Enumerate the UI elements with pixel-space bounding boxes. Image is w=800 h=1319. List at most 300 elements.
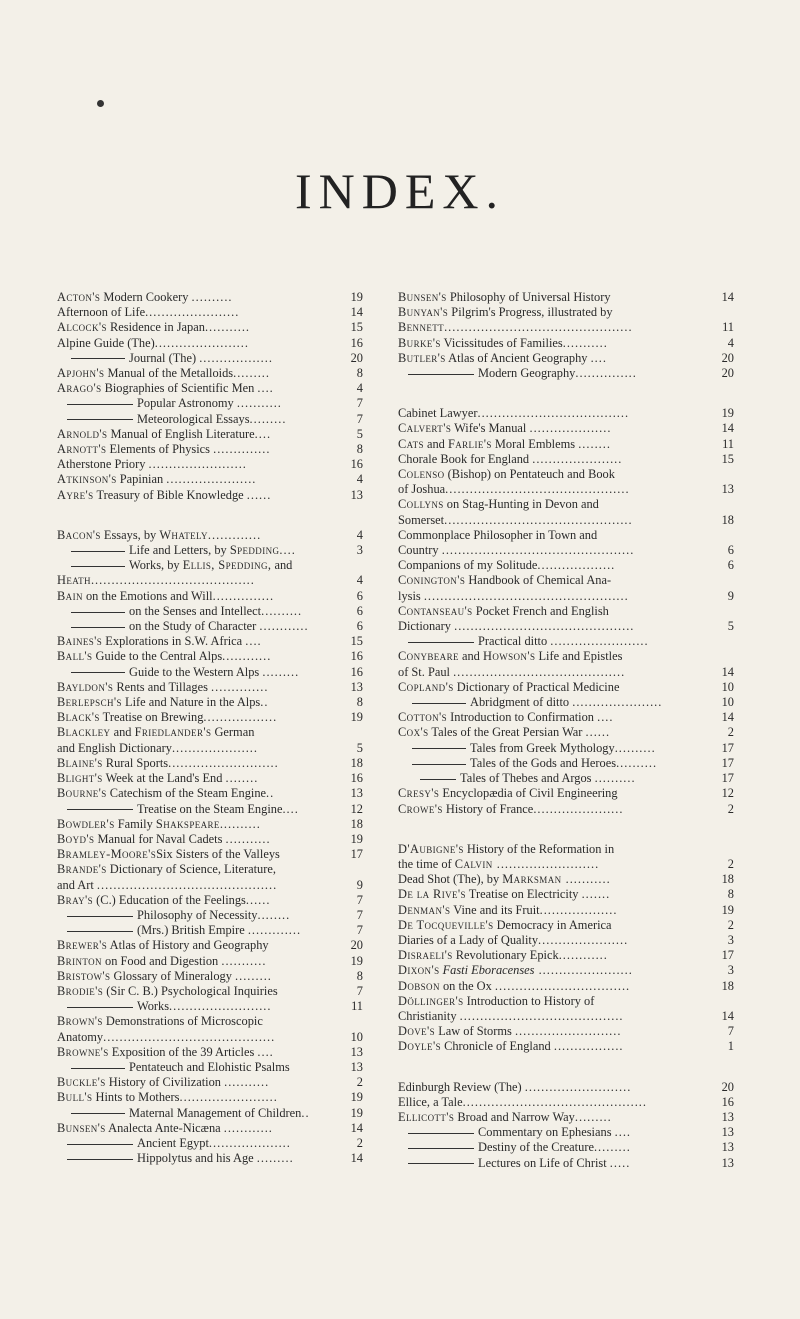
entry-title: Rents and Tillages [113, 679, 212, 694]
index-entry [57, 802, 363, 817]
entry-text [57, 472, 341, 487]
entry-title: Treasury of Bible Knowledge [93, 487, 247, 502]
entry-leader: ............. [207, 527, 262, 542]
entry-title: Biographies of Scientific Men [101, 381, 258, 396]
entry-author: Bunyan's [398, 305, 449, 320]
index-entry [57, 847, 363, 862]
entry-leader: ......... [593, 1140, 631, 1155]
index-entry [398, 1039, 734, 1054]
entry-leader: ............ [259, 619, 309, 634]
entry-page: 17 [721, 948, 734, 963]
entry-title: Residence in Japan [106, 320, 205, 335]
entry-title-tail: German [211, 725, 255, 740]
index-entry [57, 832, 363, 847]
index-entry [57, 954, 363, 969]
entry-author: Dobson [398, 978, 440, 993]
entry-title: Tales of Thebes and Argos [460, 771, 595, 786]
entry-text [57, 649, 341, 664]
entry-title: Rural Sports [102, 755, 169, 770]
index-entry [398, 1095, 734, 1110]
entry-text [57, 366, 341, 381]
entry-author: Buckle's [57, 1075, 106, 1090]
entry-page: 14 [721, 421, 734, 436]
entry-title: Destiny of the Creature [478, 1140, 594, 1155]
entry-leader: ..................................... [477, 406, 630, 421]
entry-page: 20 [350, 938, 363, 953]
entry-page: 4 [356, 527, 363, 542]
entry-title: Elements of Physics [106, 442, 214, 457]
entry-page: 17 [721, 755, 734, 770]
entry-text [398, 786, 712, 801]
entry-text [398, 1156, 712, 1171]
ditto-dash [412, 748, 466, 749]
entry-page: 20 [721, 350, 734, 365]
entry-page: 18 [721, 512, 734, 527]
entry-page: 13 [721, 1140, 734, 1155]
entry-text [57, 817, 341, 832]
entry-title: Edinburgh Review (The) [398, 1079, 525, 1094]
entry-author: Copland's [398, 679, 454, 694]
index-entry [57, 351, 363, 366]
entry-title: Practical ditto [478, 634, 551, 649]
entry-title: Introduction to History of [463, 993, 595, 1008]
entry-text [57, 290, 341, 305]
index-entry [398, 619, 734, 634]
entry-page: 17 [721, 771, 734, 786]
entry-author: Bramley-Moore's [57, 847, 157, 862]
entry-leader: .... [279, 543, 296, 558]
entry-text [57, 412, 341, 427]
entry-title: Broad and Narrow Way [454, 1109, 575, 1124]
index-entry [398, 320, 734, 335]
ditto-dash [408, 1148, 474, 1149]
entry-title: Family [114, 816, 156, 831]
entry-leader: ........ [257, 907, 291, 922]
entry-leader: ...... [246, 487, 272, 502]
entry-page: 14 [350, 1151, 363, 1166]
entry-author: Bowdler's [57, 816, 115, 831]
entry-text [57, 802, 341, 817]
entry-title: Chronicle of England [440, 1039, 554, 1054]
entry-leader: ....................... [145, 305, 240, 320]
entry-title: Glossary of Mineralogy [110, 968, 236, 983]
index-entry [57, 442, 363, 457]
entry-leader: ............ [223, 1120, 273, 1135]
entry-title: Ellice, a Tale [398, 1094, 463, 1109]
entry-page: 16 [350, 664, 363, 679]
entry-page: 14 [721, 290, 734, 304]
entry-text [57, 543, 341, 558]
ditto-dash [67, 419, 133, 420]
entry-page: 13 [721, 1109, 734, 1124]
entry-leader: .......... [261, 603, 303, 618]
ditto-dash [67, 931, 133, 932]
entry-leader: .......................... [524, 1079, 632, 1094]
entry-leader: .... [597, 710, 614, 725]
index-entry [398, 1110, 734, 1125]
entry-page: 18 [721, 872, 734, 887]
entry-page: 19 [350, 1105, 363, 1120]
entry-leader: ........... [221, 953, 267, 968]
entry-leader: ........................ [550, 634, 649, 649]
ditto-dash [408, 374, 474, 375]
index-entry [57, 472, 363, 487]
entry-author: Döllinger's [398, 993, 464, 1008]
entry-page: 11 [722, 320, 734, 335]
entry-page: 13 [350, 487, 363, 502]
index-entry [398, 366, 734, 381]
entry-text [57, 908, 341, 923]
entry-leader: .................... [208, 1135, 291, 1150]
entry-text [398, 634, 712, 649]
entry-title: (Bishop) on Pentateuch and Book [444, 467, 615, 482]
ditto-dash [71, 566, 125, 567]
entry-title: the time of [398, 856, 455, 871]
entry-author: Heath [57, 573, 91, 588]
index-entry [398, 887, 734, 902]
entry-text [57, 954, 341, 969]
index-entry [57, 710, 363, 725]
index-entry [398, 710, 734, 725]
entry-author: Dove's [398, 1024, 436, 1039]
index-entry [398, 756, 734, 771]
entry-text [57, 305, 341, 320]
entry-leader: ......... [235, 968, 272, 983]
entry-leader: ....................... [534, 963, 633, 978]
entry-text [57, 589, 341, 604]
index-group [398, 842, 734, 1055]
index-entry [57, 969, 363, 984]
entry-title-tail: and [271, 558, 293, 573]
entry-leader: ...................... [538, 932, 629, 947]
page-title: INDEX. [294, 162, 506, 219]
entry-text [398, 842, 712, 857]
entry-author: Bayldon's [57, 679, 114, 694]
entry-title: Diaries of a Lady of Quality [398, 932, 539, 947]
index-entry [398, 467, 734, 482]
ditto-dash [71, 358, 125, 359]
entry-title: Tales of the Gods and Heroes [470, 755, 617, 770]
entry-page: 19 [350, 953, 363, 968]
entry-title: Analecta Ante-Nicæna [105, 1120, 224, 1135]
index-entry [398, 1024, 734, 1039]
entry-author: Burke's [398, 335, 441, 350]
entry-leader: ........... [225, 831, 271, 846]
ditto-dash [67, 404, 133, 405]
entry-title: Wife's Manual [451, 421, 530, 436]
entry-page: 16 [350, 335, 363, 350]
entry-title: Afternoon of Life [57, 305, 146, 320]
entry-author: Bunsen's [398, 290, 447, 304]
entry-leader: ........................................ [459, 1008, 624, 1023]
index-entry [398, 725, 734, 740]
index-entry [57, 1014, 363, 1029]
index-entry [398, 842, 734, 857]
index-entry [57, 427, 363, 442]
entry-page: 2 [727, 856, 734, 871]
entry-text [57, 396, 341, 411]
entry-page: 15 [350, 320, 363, 335]
entry-text [57, 878, 341, 893]
entry-title: Week at the Land's End [102, 771, 226, 786]
entry-name: Marksman [502, 872, 562, 887]
entry-leader: ........ [578, 436, 611, 451]
index-entry [57, 1045, 363, 1060]
entry-page: 11 [351, 999, 363, 1014]
entry-leader: ............................................. [445, 482, 630, 497]
entry-text [398, 741, 712, 756]
index-entry [57, 305, 363, 320]
entry-page: 3 [356, 543, 363, 558]
entry-text [398, 558, 712, 573]
entry-page: 10 [721, 695, 734, 710]
entry-title: Hints to Mothers [92, 1090, 180, 1105]
entry-page: 13 [350, 679, 363, 694]
entry-leader: ....................... [154, 335, 249, 350]
index-entry [398, 1140, 734, 1155]
index-entry [57, 457, 363, 472]
entry-text [57, 1060, 341, 1075]
entry-author: Bourne's [57, 786, 107, 801]
entry-author: Brinton [57, 953, 102, 968]
entry-page: 7 [356, 396, 363, 411]
entry-leader: ............................................. [462, 1094, 648, 1109]
entry-text [398, 336, 712, 351]
entry-leader: ........................................ [90, 573, 255, 588]
index-entry [57, 649, 363, 664]
entry-author: Butler's [398, 350, 446, 365]
entry-text [57, 771, 341, 786]
entry-text [57, 665, 341, 680]
entry-text [398, 320, 712, 335]
entry-text [398, 406, 712, 421]
index-entry [57, 741, 363, 756]
entry-text [398, 994, 712, 1009]
entry-leader: ......... [233, 366, 270, 381]
entry-title: (Sir C. B.) Psychological Inquiries [103, 983, 278, 998]
index-entry [398, 1125, 734, 1140]
ditto-dash [67, 916, 133, 917]
entry-author: Brewer's [57, 938, 108, 953]
ditto-dash [420, 779, 456, 780]
entry-text [57, 786, 341, 801]
index-entry [57, 695, 363, 710]
entry-author: Arago's [57, 381, 102, 396]
entry-leader: ....... [581, 887, 611, 902]
entry-leader: .......... [616, 755, 658, 770]
entry-title: (Mrs.) British Empire [137, 923, 248, 938]
entry-text [57, 1075, 341, 1090]
entry-leader: .. [260, 695, 269, 710]
index-entry [57, 1090, 363, 1105]
index-entry [398, 558, 734, 573]
entry-leader: ................... [539, 902, 618, 917]
entry-page: 13 [350, 1044, 363, 1059]
index-entry [398, 802, 734, 817]
entry-text [398, 513, 712, 528]
entry-title: Dictionary of Science, Literature, [106, 862, 276, 877]
entry-text [398, 1125, 712, 1140]
entry-leader: ......................... [169, 999, 272, 1014]
entry-leader: .... [245, 634, 262, 649]
index-entry [57, 604, 363, 619]
entry-author: Cotton's [398, 710, 448, 725]
entry-text [57, 847, 341, 862]
entry-italic-title: Fasti Eboracenses [442, 963, 535, 978]
entry-title: Abridgment of ditto [470, 695, 573, 710]
entry-title: Treatise on Brewing [99, 710, 204, 725]
entry-page: 6 [727, 543, 734, 558]
index-entry [57, 528, 363, 543]
entry-text [398, 872, 712, 887]
entry-page: 16 [350, 457, 363, 472]
entry-author: Brande's [57, 862, 107, 877]
entry-leader: ............... [575, 366, 637, 381]
index-entry [57, 756, 363, 771]
entry-page: 18 [721, 978, 734, 993]
entry-title: Explorations in S.W. Africa [102, 634, 246, 649]
entry-text [57, 427, 341, 442]
entry-text [57, 1121, 341, 1136]
entry-text [57, 457, 341, 472]
entry-text [57, 695, 341, 710]
entry-text [398, 467, 712, 482]
entry-title: Exposition of the 39 Articles [108, 1044, 258, 1059]
entry-page: 9 [727, 588, 734, 603]
entry-page: 7 [356, 411, 363, 426]
entry-page: 15 [350, 634, 363, 649]
index-entry [398, 963, 734, 978]
entry-page: 20 [721, 1079, 734, 1094]
entry-author: Bennett [398, 320, 445, 335]
index-entry [398, 786, 734, 801]
entry-author: Arnold's [57, 426, 108, 441]
entry-text [398, 351, 712, 366]
index-entry [398, 336, 734, 351]
entry-text [398, 1140, 712, 1155]
entry-page: 11 [722, 436, 734, 451]
entry-text [57, 832, 341, 847]
index-entry [57, 984, 363, 999]
index-entry [398, 1156, 734, 1171]
entry-title: Catechism of the Steam Engine [106, 786, 267, 801]
index-entry [57, 786, 363, 801]
entry-author: Dixon's [398, 963, 440, 978]
index-entry [398, 872, 734, 887]
entry-author: Berlepsch's [57, 695, 122, 710]
index-group [57, 528, 363, 1167]
entry-text [57, 1045, 341, 1060]
entry-title: Philosophy of Necessity [137, 907, 258, 922]
entry-author: Acton's [57, 290, 101, 304]
index-entry [398, 528, 734, 543]
entry-title: Commonplace Philosopher in Town and [398, 527, 598, 542]
entry-author: Disraeli's [398, 948, 453, 963]
entry-text [57, 573, 341, 588]
entry-text [57, 634, 341, 649]
entry-text [57, 442, 341, 457]
entry-text [398, 482, 712, 497]
entry-text [398, 903, 712, 918]
index-entry [398, 589, 734, 604]
entry-leader: ...................... [533, 801, 624, 816]
index-entry [57, 862, 363, 877]
entry-text [57, 381, 341, 396]
entry-page: 6 [727, 558, 734, 573]
entry-author: Doyle's [398, 1039, 441, 1054]
entry-page: 9 [356, 877, 363, 892]
entry-title: Essays, by [100, 527, 160, 542]
entry-page: 13 [350, 786, 363, 801]
index-entry [57, 771, 363, 786]
entry-title: Philosophy of Universal History [446, 290, 611, 304]
entry-author: Apjohn's [57, 366, 105, 381]
entry-text [398, 1039, 712, 1054]
entry-page: 2 [727, 917, 734, 932]
entry-page: 13 [721, 482, 734, 497]
entry-author: Collyns [398, 497, 444, 512]
entry-title: Alpine Guide (The) [57, 335, 155, 350]
entry-text [57, 741, 341, 756]
entry-page: 17 [350, 847, 363, 862]
index-entry [57, 320, 363, 335]
entry-text [398, 290, 712, 305]
entry-text [57, 710, 341, 725]
entry-page: 14 [350, 305, 363, 320]
entry-leader: ............................................... [441, 543, 635, 558]
entry-page: 1 [727, 1039, 734, 1054]
index-entry [398, 649, 734, 664]
index-entry [57, 336, 363, 351]
entry-leader: ............ [222, 649, 272, 664]
entry-leader: .......... [594, 771, 636, 786]
entry-title: Tales of the Great Persian War [428, 725, 586, 740]
entry-text [57, 558, 341, 573]
entry-leader: .............. [213, 442, 271, 457]
entry-author: Calvert's [398, 421, 452, 436]
entry-text [398, 771, 712, 786]
entry-leader: ........... [561, 872, 611, 887]
entry-author: Crowe's [398, 801, 443, 816]
entry-text [398, 619, 712, 634]
entry-text [57, 969, 341, 984]
index-entry [57, 1136, 363, 1151]
index-entry [57, 1151, 363, 1166]
ditto-dash [71, 1113, 125, 1114]
entry-text [398, 543, 712, 558]
entry-text [57, 862, 341, 877]
entry-title: Dictionary of Practical Medicine [453, 679, 620, 694]
entry-title: and English Dictionary [57, 740, 172, 755]
entry-page: 7 [727, 1024, 734, 1039]
entry-author: De la Rive's [398, 887, 466, 902]
entry-author: De Tocqueville's [398, 917, 494, 932]
entry-page: 7 [356, 907, 363, 922]
entry-title: and [423, 436, 448, 451]
entry-author: Bristow's [57, 968, 111, 983]
entry-page: 13 [350, 1059, 363, 1074]
entry-text [398, 963, 712, 978]
entry-page: 3 [727, 963, 734, 978]
entry-text [57, 893, 341, 908]
entry-title: and [110, 725, 135, 740]
entry-text [398, 725, 712, 740]
entry-title: Treatise on Electricity [465, 887, 582, 902]
entry-title: Law of Storms [435, 1024, 515, 1039]
entry-page: 18 [350, 755, 363, 770]
entry-text [398, 948, 712, 963]
entry-page: 8 [356, 366, 363, 381]
